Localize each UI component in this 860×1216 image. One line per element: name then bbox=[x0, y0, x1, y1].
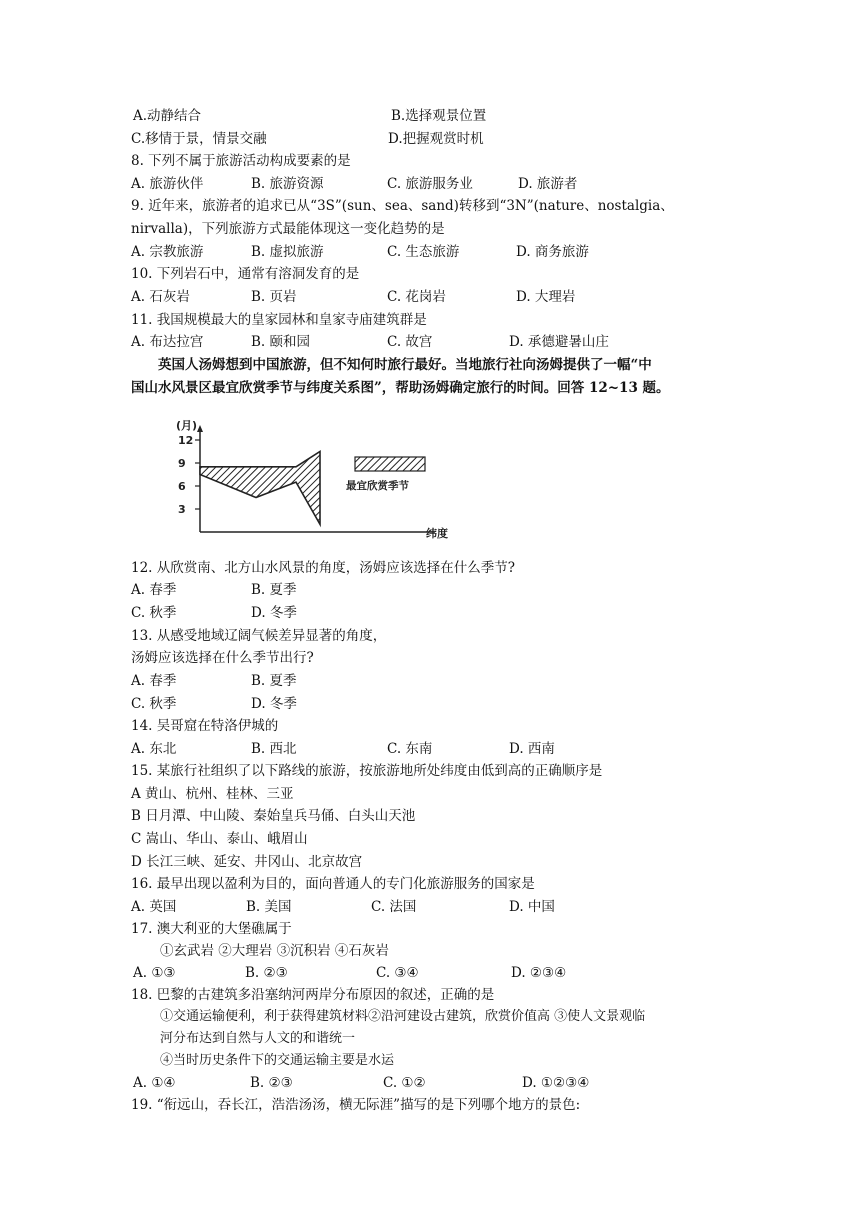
q11-option-a: A. 布达拉宫 bbox=[131, 334, 204, 350]
q15-option-a: A 黄山、杭州、桂林、三亚 bbox=[131, 786, 294, 802]
q17-option-d: D. ②③④ bbox=[511, 965, 567, 981]
legend-swatch bbox=[355, 457, 425, 471]
q9-option-a: A. 宗教旅游 bbox=[131, 244, 204, 260]
q12-option-a: A. 春季 bbox=[131, 582, 177, 598]
q8-stem: 8. 下列不属于旅游活动构成要素的是 bbox=[131, 153, 351, 169]
q14-option-a: A. 东北 bbox=[131, 741, 177, 757]
q16-stem: 16. 最早出现以盈利为目的，面向普通人的专门化旅游服务的国家是 bbox=[131, 876, 535, 892]
q12-option-b: B. 夏季 bbox=[251, 582, 297, 598]
q18-option-b: B. ②③ bbox=[250, 1075, 293, 1091]
x-axis-label: 纬度 bbox=[426, 527, 448, 540]
q16-option-a: A. 英国 bbox=[131, 899, 177, 915]
q7-option-c: C.移情于景，情景交融 bbox=[131, 131, 267, 147]
q15-option-c: C 嵩山、华山、泰山、峨眉山 bbox=[131, 831, 308, 847]
q15-stem: 15. 某旅行社组织了以下路线的旅游，按旅游地所处纬度由低到高的正确顺序是 bbox=[131, 763, 603, 779]
q12-option-c: C. 秋季 bbox=[131, 605, 177, 621]
q11-stem: 11. 我国规模最大的皇家园林和皇家寺庙建筑群是 bbox=[131, 312, 427, 328]
q14-option-d: D. 西南 bbox=[509, 741, 555, 757]
q7-option-d: D.把握观赏时机 bbox=[388, 131, 484, 147]
chart-svg bbox=[150, 412, 450, 542]
q12-stem: 12. 从欣赏南、北方山水风景的角度，汤姆应该选择在什么季节? bbox=[131, 560, 515, 576]
q8-option-a: A. 旅游伙伴 bbox=[131, 176, 204, 192]
q8-option-c: C. 旅游服务业 bbox=[387, 176, 473, 192]
q13-option-a: A. 春季 bbox=[131, 673, 177, 689]
q9-option-c: C. 生态旅游 bbox=[387, 244, 460, 260]
q9-option-b: B. 虚拟旅游 bbox=[251, 244, 324, 260]
q11-option-c: C. 故宫 bbox=[387, 334, 433, 350]
q7-option-a: A.动静结合 bbox=[133, 108, 202, 124]
intro-line1: 英国人汤姆想到中国旅游，但不知何时旅行最好。当地旅行社向汤姆提供了一幅“中 bbox=[158, 357, 652, 373]
y-tick-label: 12 bbox=[178, 434, 194, 447]
q18-stem: 18. 巴黎的古建筑多沿塞纳河两岸分布原因的叙述，正确的是 bbox=[131, 987, 495, 1003]
q18-option-a: A. ①④ bbox=[133, 1075, 176, 1091]
y-tick-label: 9 bbox=[178, 457, 186, 470]
q10-stem: 10. 下列岩石中，通常有溶洞发育的是 bbox=[131, 266, 360, 282]
q14-stem: 14. 吴哥窟在特洛伊城的 bbox=[131, 718, 279, 734]
q12-option-d: D. 冬季 bbox=[251, 605, 297, 621]
q18-items-line3: ④当时历史条件下的交通运输主要是水运 bbox=[160, 1053, 395, 1068]
legend-label: 最宜欣赏季节 bbox=[346, 480, 409, 492]
q13-stem-line1: 13. 从感受地域辽阔气候差异显著的角度， bbox=[131, 628, 387, 644]
q13-option-d: D. 冬季 bbox=[251, 696, 297, 712]
y-tick-label: 3 bbox=[178, 503, 186, 516]
q8-option-b: B. 旅游资源 bbox=[251, 176, 324, 192]
q17-option-c: C. ③④ bbox=[376, 965, 419, 981]
q9-stem-line1: 9. 近年来，旅游者的追求已从“3S”(sun、sea、sand)转移到“3N”(nature、nostalgia、 bbox=[131, 198, 674, 214]
q10-option-c: C. 花岗岩 bbox=[387, 289, 446, 305]
q13-stem-line2: 汤姆应该选择在什么季节出行? bbox=[131, 650, 314, 666]
q11-option-b: B. 颐和园 bbox=[251, 334, 311, 350]
intro-line2: 国山水风景区最宜欣赏季节与纬度关系图”，帮助汤姆确定旅行的时间。回答 12~13 题。 bbox=[131, 380, 670, 396]
y-axis-arrow bbox=[197, 425, 203, 432]
q15-option-d: D 长江三峡、延安、井冈山、北京故宫 bbox=[131, 854, 363, 870]
q13-option-b: B. 夏季 bbox=[251, 673, 297, 689]
q14-option-c: C. 东南 bbox=[387, 741, 433, 757]
q16-option-b: B. 美国 bbox=[246, 899, 292, 915]
q7-option-b: B.选择观景位置 bbox=[391, 108, 487, 124]
y-axis-label: (月) bbox=[176, 419, 198, 432]
q9-stem-line2: nirvalla)，下列旅游方式最能体现这一变化趋势的是 bbox=[131, 221, 445, 237]
q9-option-d: D. 商务旅游 bbox=[516, 244, 589, 260]
q14-option-b: B. 西北 bbox=[251, 741, 297, 757]
q10-option-a: A. 石灰岩 bbox=[131, 289, 190, 305]
q18-option-d: D. ①②③④ bbox=[522, 1075, 590, 1091]
q19-stem: 19. “衔远山，吞长江，浩浩汤汤，横无际涯”描写的是下列哪个地方的景色: bbox=[131, 1097, 581, 1113]
y-tick-label: 6 bbox=[178, 480, 186, 493]
season-latitude-chart bbox=[150, 412, 450, 542]
q17-items: ①玄武岩 ②大理岩 ③沉积岩 ④石灰岩 bbox=[160, 943, 389, 959]
q16-option-d: D. 中国 bbox=[509, 899, 555, 915]
q17-stem: 17. 澳大利亚的大堡礁属于 bbox=[131, 921, 292, 937]
q18-items-line2: 河分布达到自然与人文的和谐统一 bbox=[160, 1031, 356, 1046]
q8-option-d: D. 旅游者 bbox=[518, 176, 578, 192]
q16-option-c: C. 法国 bbox=[371, 899, 417, 915]
best-season-band bbox=[200, 452, 320, 525]
q15-option-b: B 日月潭、中山陵、秦始皇兵马俑、白头山天池 bbox=[131, 808, 416, 824]
q17-option-b: B. ②③ bbox=[245, 965, 288, 981]
q18-items-line1: ①交通运输便利，利于获得建筑材料②沿河建设古建筑，欣赏价值高 ③使人文景观临 bbox=[160, 1009, 646, 1024]
q10-option-d: D. 大理岩 bbox=[516, 289, 576, 305]
q11-option-d: D. 承德避暑山庄 bbox=[509, 334, 609, 350]
q18-option-c: C. ①② bbox=[383, 1075, 426, 1091]
q10-option-b: B. 页岩 bbox=[251, 289, 297, 305]
q13-option-c: C. 秋季 bbox=[131, 696, 177, 712]
q17-option-a: A. ①③ bbox=[133, 965, 176, 981]
